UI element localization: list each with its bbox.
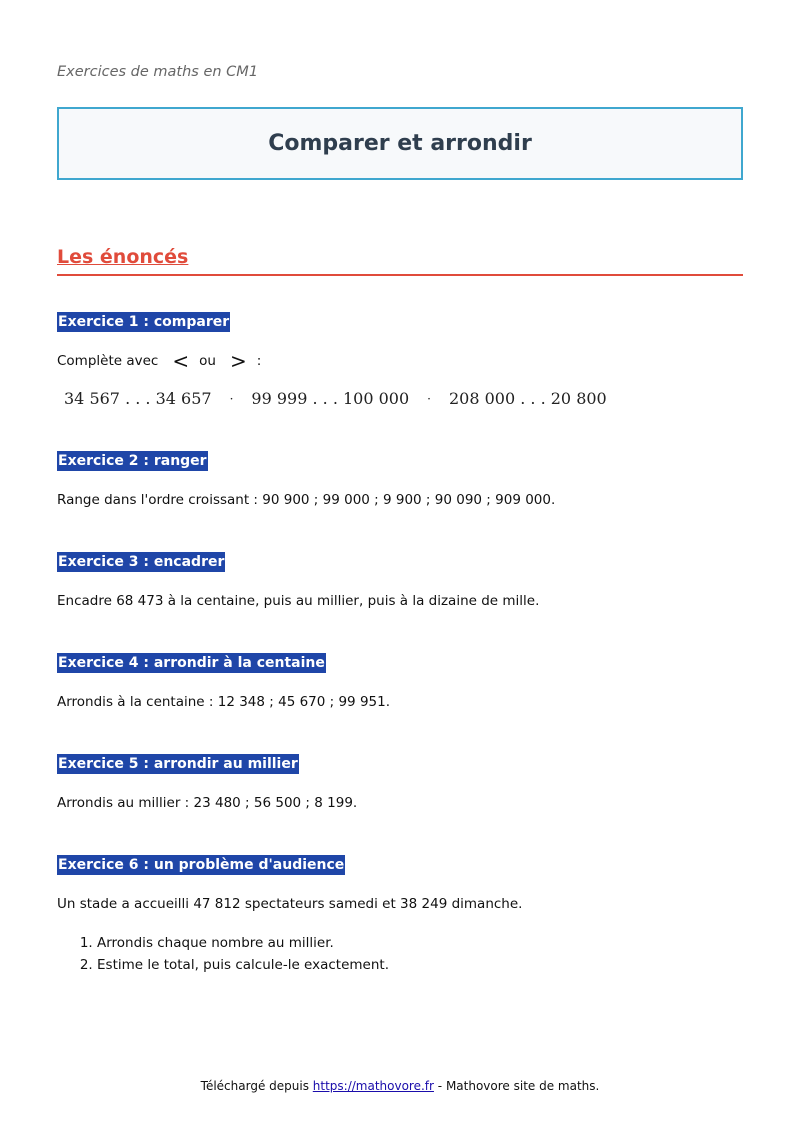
section-title: Les énoncés [57,246,189,268]
page-title: Comparer et arrondir [268,131,532,156]
footer-suffix: - Mathovore site de maths. [437,1079,600,1093]
document-header-note: Exercices de maths en CM1 [57,64,259,80]
exercise-3-text: Encadre 68 473 à la centaine, puis au millier, puis à la dizaine de mille. [57,593,540,609]
exercise-4-text: Arrondis à la centaine : 12 348 ; 45 670 ; 99 951. [57,694,390,710]
instruction-colon: : [256,353,262,369]
list-item: 2. Estime le total, puis calcule-le exactement. [97,954,389,976]
exercise-6-title: Exercice 6 : un problème d'audience [58,857,345,873]
title-box [57,107,743,180]
section-divider [57,274,743,276]
comparison-item: 99 999 . . . 100 000 [251,389,410,408]
comparison-separator: · [229,391,234,406]
exercise-1-title: Exercice 1 : comparer [58,314,230,330]
footer-prefix: Téléchargé depuis [200,1079,309,1093]
exercise-5-title: Exercice 5 : arrondir au millier [58,756,298,772]
exercise-6-text: Un stade a accueilli 47 812 spectateurs samedi et 38 249 dimanche. [57,896,523,912]
comparison-item: 34 567 . . . 34 657 [64,389,212,408]
exercise-5-text: Arrondis au millier : 23 480 ; 56 500 ; 8 199. [57,795,358,811]
comparison-separator: · [427,391,431,406]
exercise-2-text: Range dans l'ordre croissant : 90 900 ; 99 000 ; 9 900 ; 90 090 ; 909 000. [57,492,556,508]
less-than-symbol: < [172,349,190,373]
instruction-text: Complète avec [57,353,159,369]
comparison-item: 208 000 . . . 20 800 [448,389,607,408]
exercise-1-comparisons [64,389,607,408]
exercise-4-title: Exercice 4 : arrondir à la centaine [58,655,325,671]
or-word: ou [199,353,216,369]
exercise-1-instruction [57,351,261,371]
list-item: 1. Arrondis chaque nombre au millier. [97,932,389,954]
exercise-2-title: Exercice 2 : ranger [58,453,207,469]
footer-link[interactable]: https://mathovore.fr [312,1079,434,1093]
greater-than-symbol: > [229,349,247,373]
exercise-6-questions [57,932,389,976]
footer [0,1079,800,1093]
exercise-3-title: Exercice 3 : encadrer [58,554,225,570]
